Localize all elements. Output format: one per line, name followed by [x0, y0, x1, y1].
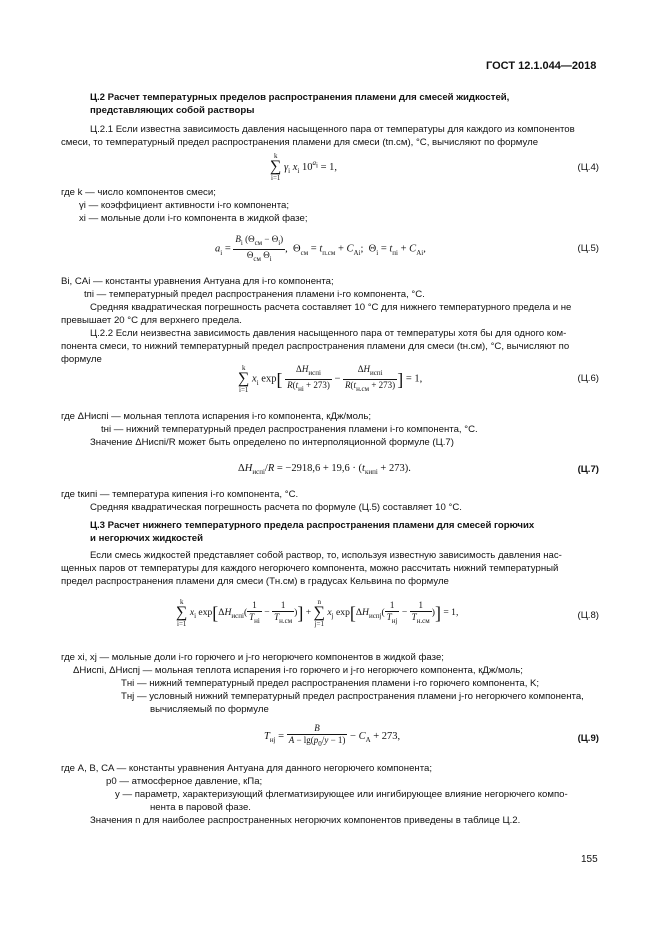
definition-line: где tкипi — температура кипения i-го компонента, °С.	[61, 489, 299, 500]
paragraph-line: предел распространения пламени для смеси (Tн.см) в градусах Кельвина по формуле	[61, 576, 449, 587]
definition-line: tпi — температурный предел распространения пламени i-го компонента, °С.	[84, 289, 425, 300]
definition-line: Tнi — нижний температурный предел распространения пламени i-го горючего компонента, K;	[121, 678, 540, 689]
definition-line: p0 — атмосферное давление, кПа;	[106, 776, 263, 787]
equation-number: (Ц.6)	[577, 373, 599, 384]
definition-line: где ΔHиспi — мольная теплота испарения i-го компонента, кДж/моль;	[61, 411, 372, 422]
paragraph-line: Если смесь жидкостей представляет собой раствор, то, используя известную зависимость давления нас-	[90, 550, 562, 561]
definition-line: где A, B, CA — константы уравнения Антуана для данного негорючего компонента;	[61, 763, 432, 774]
section-title-cont: и негорючих жидкостей	[90, 533, 204, 544]
definition-line: y — параметр, характеризующий флегматизирующее или ингибирующее влияние негорючего компо-	[115, 789, 568, 800]
definition-line: ΔHиспi, ΔHиспj — мольная теплота испарения i-го горючего и j-го негорючего компонента, кДж/моль;	[73, 665, 523, 676]
definition-line: xi — мольные доли i-го компонента в жидкой фазе;	[79, 213, 308, 224]
equation-number: (Ц.5)	[577, 243, 599, 254]
definition-line: нента в паровой фазе.	[150, 802, 251, 813]
definition-line: tнi — нижний температурный предел распространения пламени i-го компонента, °С.	[101, 424, 478, 435]
definition-line: γi — коэффициент активности i-го компонента;	[79, 200, 290, 211]
equation-number: (Ц.8)	[577, 610, 599, 621]
formula-c4: k ∑ i=1 $\gamma_i$ $x_i$ $10^{a_i} = 1$,	[270, 152, 337, 182]
paragraph-line: Значение ΔHиспi/R может быть определено по интерполяционной формуле (Ц.7)	[90, 437, 454, 448]
paragraph-line: Ц.2.1 Если известна зависимость давления насыщенного пара от температуры для каждого из компонентов	[90, 124, 575, 135]
paragraph-line: превышает 20 °С для верхнего предела.	[61, 315, 242, 326]
equation-number: (Ц.9)	[577, 733, 599, 744]
formula-c9: $T_{нj}$ = $\frac{B}{A - \lg(p_0/y - 1)}$ − $C_A + 273$,	[264, 723, 401, 748]
definition-line: где xi, xj — мольные доли i-го горючего и j-го негорючего компонентов в жидкой фазе;	[61, 652, 444, 663]
formula-c8: k ∑ i=1 $x_i$ $\exp[\Delta H_{испi}$( $\frac{1}{T_{нi}}$ − $\frac{1}{T_{н.см}}$ )] + n ∑ j=1 $x_j$ $\exp[\Delta H_{испj}$( $\frac{1}{T_{нj}}$ − $\frac{1}{T_{н.см}}$ )] = 1,	[176, 598, 459, 628]
paragraph-line: понента смеси, то нижний температурный предел распространения пламени для смеси (tн.см), °С, вычисляют по	[61, 341, 570, 352]
definition-line: Tнj — условный нижний температурный предел распространения пламени j-го негорючего компонента,	[121, 691, 584, 702]
paragraph-line: щенных паров от температуры для каждого негорючего компонента, можно рассчитать нижний температурный	[61, 563, 559, 574]
formula-c7: $\Delta H_{испi}/R = -2918,6 + 19,6 \cdot (t_{кипi} + 273)$.	[238, 463, 411, 477]
section-title-cont: представляющих собой растворы	[90, 105, 255, 116]
formula-c6: k ∑ i=1 $x_i$ exp[ $\frac{\Delta H_{испi}}{R(t_{нi} + 273)}$ − $\frac{\Delta H_{испi}}{R(t_{н.см} + 273)}$ ] = 1,	[238, 364, 423, 395]
paragraph-line: Средняя квадратическая погрешность расчета составляет 10 °С для нижнего температурного предела и не	[90, 302, 572, 313]
definition-line: где k — число компонентов смеси;	[61, 187, 216, 198]
paragraph-line: Ц.2.2 Если неизвестна зависимость давления насыщенного пара от температуры хотя бы для одного ком-	[90, 328, 567, 339]
equation-number: (Ц.4)	[577, 162, 599, 173]
section-title: Ц.3 Расчет нижнего температурного предела распространения пламени для смесей горючих	[90, 520, 535, 531]
paragraph-line: Значения n для наиболее распространенных негорючих компонентов приведены в таблице Ц.2.	[90, 815, 521, 826]
equation-number: (Ц.7)	[577, 464, 599, 475]
definition-line: Bi, CAi — константы уравнения Антуана для i-го компонента;	[61, 276, 334, 287]
paragraph-line: формуле	[61, 354, 102, 365]
section-title: Ц.2 Расчет температурных пределов распространения пламени для смесей жидкостей,	[90, 92, 510, 103]
definition-line: вычисляемый по формуле	[150, 704, 269, 715]
standard-number: ГОСТ 12.1.044—2018	[486, 60, 597, 72]
page-number: 155	[581, 854, 598, 865]
formula-c5: $a_i$ = $\frac{B_i (\Theta_{см} - \Theta_i)}{\Theta_{см} \Theta_i}$ , $\Theta_{см} = t_{п.см} + C_{Ai}$; $\Theta_i = t_{пi} + C_{Ai}$,	[215, 234, 426, 263]
paragraph-line: смеси, то температурный предел распространения пламени для смеси (tп.см), °С, вычисляют по формуле	[61, 137, 539, 148]
paragraph-line: Средняя квадратическая погрешность расчета по формуле (Ц.5) составляет 10 °С.	[90, 502, 462, 513]
